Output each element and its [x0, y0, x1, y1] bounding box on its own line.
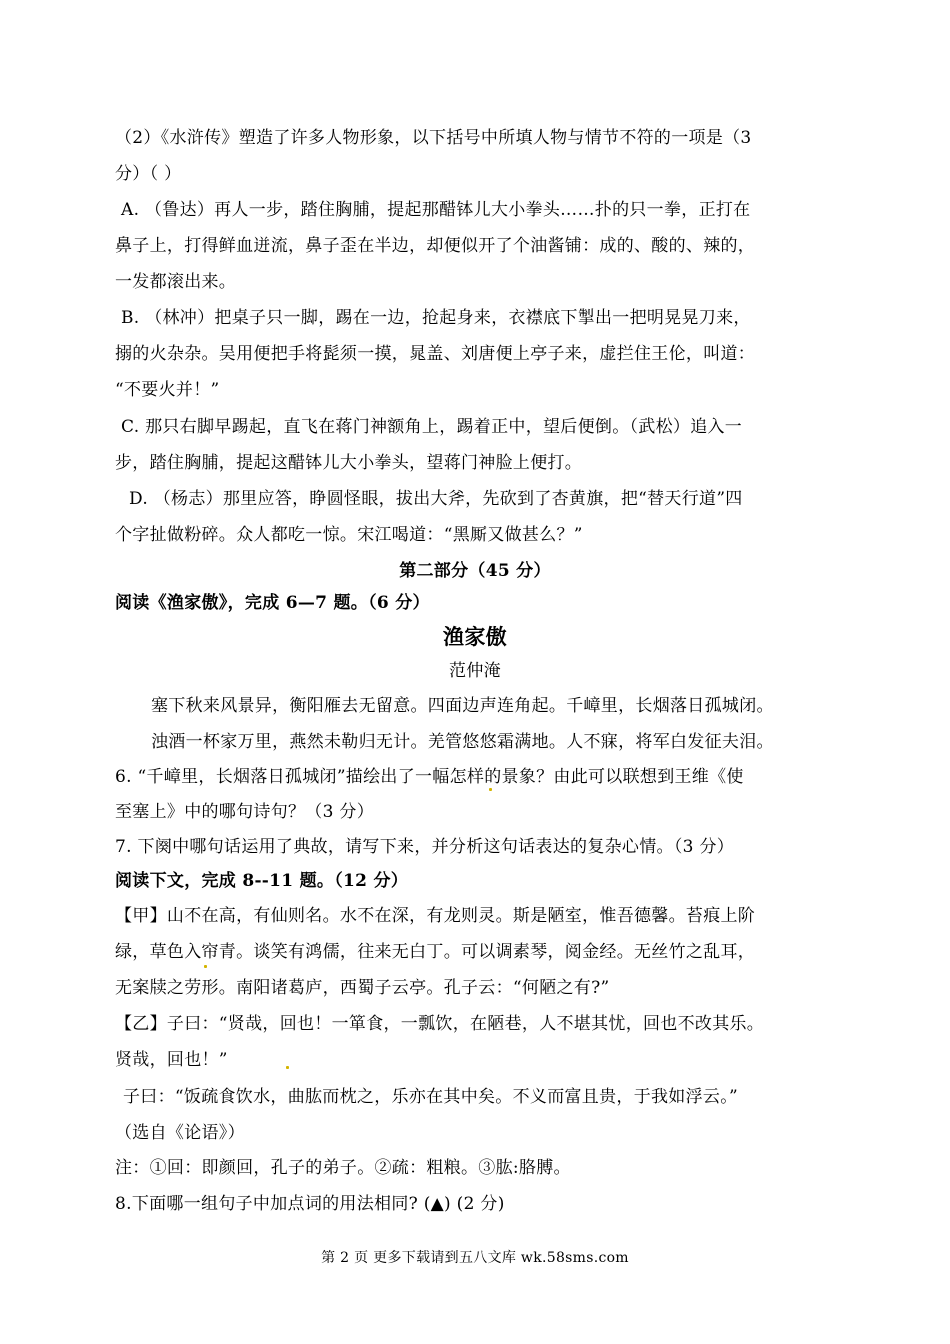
emphasis-dot-mark: [286, 1066, 289, 1069]
poem-title: 渔家傲: [443, 625, 507, 649]
page-footer: 第 2 页 更多下载请到五八文库 wk.58sms.com: [321, 1250, 629, 1266]
option-b-line3: “不要火并！”: [115, 380, 220, 400]
q8-line1: 8.下面哪一组句子中加点词的用法相同? (▲) (2 分): [115, 1194, 505, 1214]
reading1-heading: 阅读《渔家傲》，完成 6—7 题。（6 分）: [115, 593, 430, 613]
option-a-line3: 一发都滚出来。: [115, 272, 237, 292]
option-d-line2: 个字扯做粉碎。众人都吃一惊。宋江喝道：“黑厮又做甚么？”: [115, 525, 583, 545]
q6-line2: 至塞上》中的哪句诗句？（3 分）: [115, 802, 375, 822]
q7-line1: 7. 下阕中哪句话运用了典故，请写下来，并分析这句话表达的复杂心情。（3 分）: [115, 837, 735, 857]
q5-2-stem-line1: （2）《水浒传》塑造了许多人物形象，以下括号中所填人物与情节不符的一项是（3: [115, 128, 752, 148]
emphasis-dot-mark: [489, 788, 492, 791]
text-yi-line2: 贤哉，回也！”: [115, 1050, 228, 1070]
option-d-line1: D. （杨志）那里应答，睁圆怪眼，拔出大斧，先砍到了杏黄旗，把“替天行道”四: [129, 489, 743, 509]
reading2-heading: 阅读下文，完成 8--11 题。（12 分）: [115, 871, 409, 891]
poem-author: 范仲淹: [449, 661, 501, 681]
text-yi-line1: 【乙】子曰：“贤哉，回也！一箪食，一瓢饮，在陋巷，人不堪其忧，回也不改其乐。: [115, 1014, 765, 1034]
source-note: （选自《论语》）: [115, 1123, 245, 1143]
poem-line1: 塞下秋来风景异，衡阳雁去无留意。四面边声连角起。千嶂里，长烟落日孤城闭。: [151, 696, 774, 716]
annotation-note: 注：①回：即颜回，孔子的弟子。②疏：粗粮。③肱:胳膊。: [115, 1158, 571, 1178]
option-a-line1: A. （鲁达）再人一步，踏住胸脯，提起那醋钵儿大小拳头……扑的只一拳，正打在: [121, 200, 751, 220]
text-yi-line3: 子曰：“饭疏食饮水，曲肱而枕之，乐亦在其中矣。不义而富且贵，于我如浮云。”: [123, 1087, 738, 1107]
text-jia-line2: 绿，草色入帘青。谈笑有鸿儒，往来无白丁。可以调素琴，阅金经。无丝竹之乱耳，: [115, 942, 756, 962]
option-b-line2: 搦的火杂杂。吴用便把手将髭须一摸，晁盖、刘唐便上亭子来，虚拦住王伦，叫道：: [115, 344, 756, 364]
q6-line1: 6. “千嶂里，长烟落日孤城闭”描绘出了一幅怎样的景象？由此可以联想到王维《使: [115, 767, 744, 787]
emphasis-dot-mark: [204, 965, 207, 968]
text-jia-line1: 【甲】山不在高，有仙则名。水不在深，有龙则灵。斯是陋室，惟吾德馨。苔痕上阶: [115, 906, 756, 926]
option-a-line2: 鼻子上，打得鲜血迸流，鼻子歪在半边，却便似开了个油酱铺：成的、酸的、辣的，: [115, 236, 756, 256]
option-c-line1: C. 那只右脚早踢起，直飞在蒋门神额角上，踢着正中，望后便倒。（武松）追入一: [121, 417, 743, 437]
option-c-line2: 步，踏住胸脯，提起这醋钵儿大小拳头，望蒋门神脸上便打。: [115, 453, 583, 473]
poem-line2: 浊酒一杯家万里，燕然未勒归无计。羌管悠悠霜满地。人不寐，将军白发征夫泪。: [151, 732, 774, 752]
q5-2-stem-line2: 分）（ ）: [115, 164, 182, 184]
part2-heading: 第二部分（45 分）: [399, 561, 551, 581]
text-jia-line3: 无案牍之劳形。南阳诸葛庐，西蜀子云亭。孔子云：“何陋之有?”: [115, 978, 610, 998]
option-b-line1: B. （林冲）把桌子只一脚，踢在一边，抢起身来，衣襟底下掣出一把明晃晃刀来，: [121, 308, 751, 328]
